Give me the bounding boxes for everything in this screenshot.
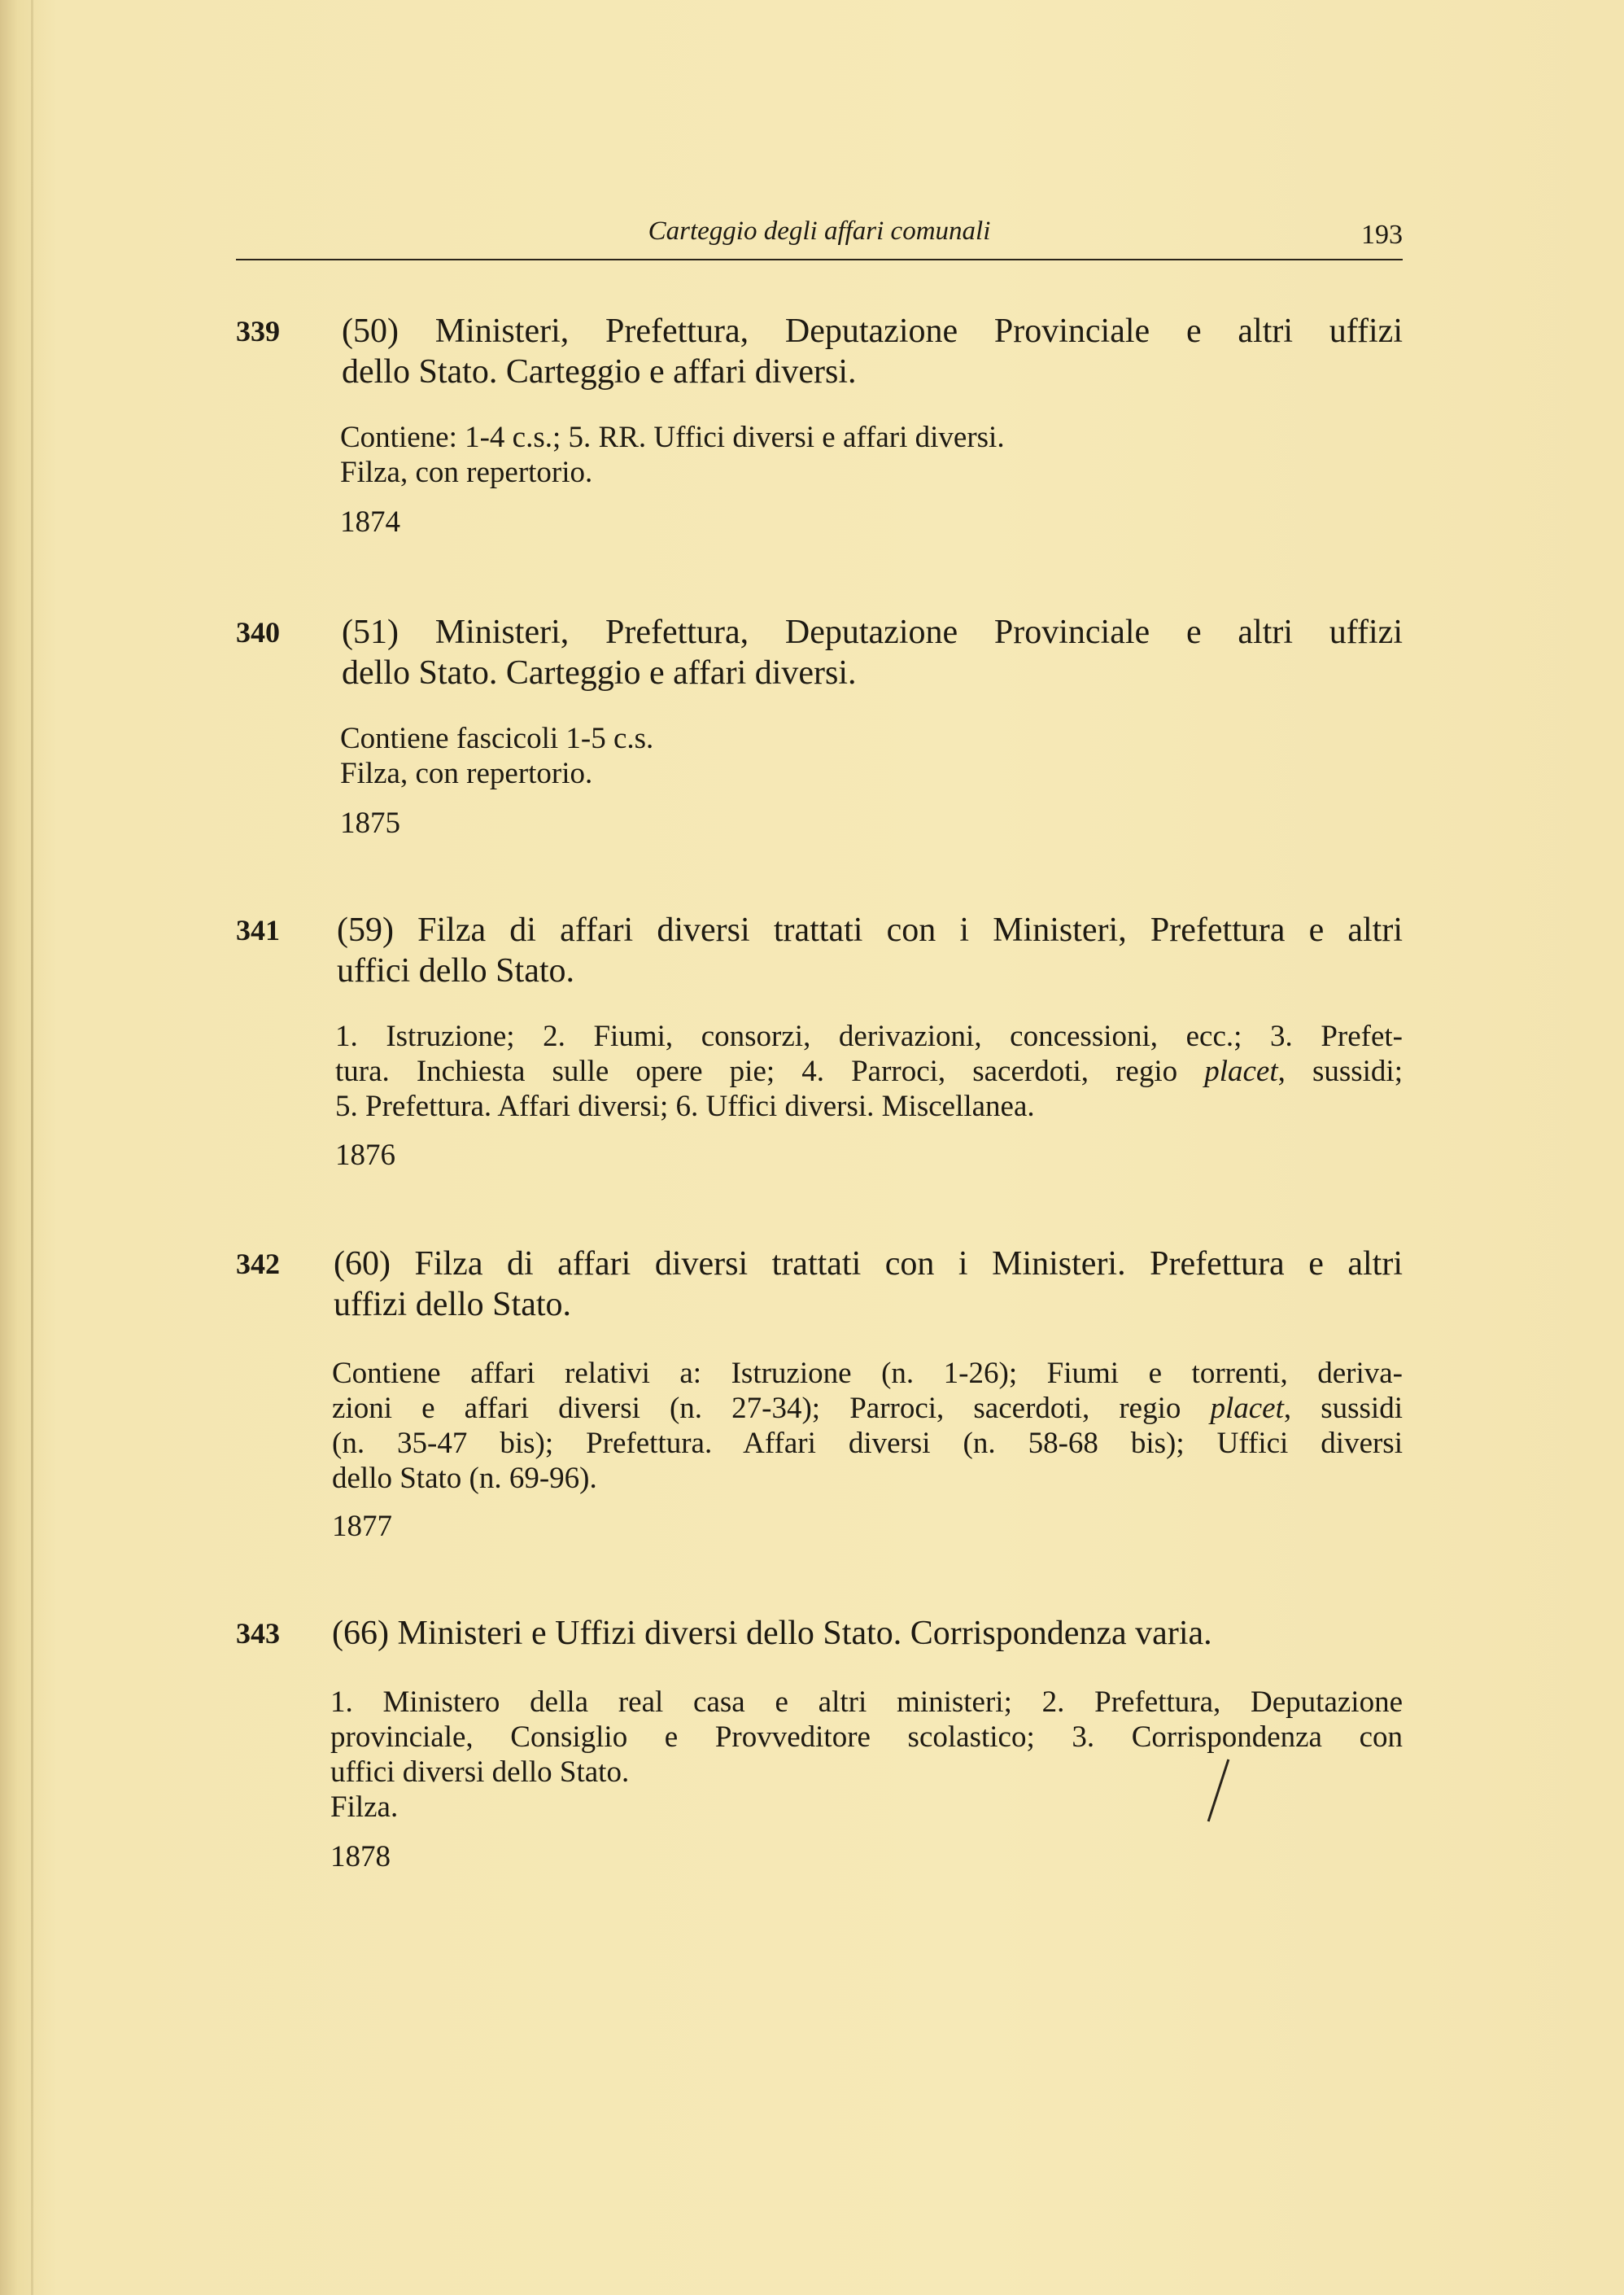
entry-title	[334, 1244, 1403, 1325]
page-number: 193	[1361, 220, 1403, 250]
entry-description	[340, 721, 1403, 791]
entry-title	[337, 910, 1403, 991]
entry-number: 343	[236, 1617, 280, 1650]
entry-number: 340	[236, 616, 280, 649]
entry-description-line: 5. Prefettura. Affari diversi; 6. Uffici diversi. Miscellanea.	[335, 1090, 1035, 1123]
entry-description-line: uffici diversi dello Stato.	[330, 1755, 630, 1789]
entry-description-line: provinciale, Consiglio e Provveditore scolastico; 3. Corrispondenza con	[330, 1720, 1403, 1754]
entry-number: 341	[236, 914, 280, 946]
entry-description-line: tura. Inchiesta sulle opere pie; 4. Parroci, sacerdoti, regio placet, sussidi;	[335, 1055, 1403, 1088]
entry-year: 1875	[340, 807, 400, 840]
entry-title-line: dello Stato. Carteggio e affari diversi.	[342, 353, 857, 391]
entry-description-line: Contiene: 1-4 c.s.; 5. RR. Uffici diversi e affari diversi.	[340, 421, 1005, 454]
entry-description-line: zioni e affari diversi (n. 27-34); Parroci, sacerdoti, regio placet, sussidi	[332, 1392, 1403, 1425]
entry-description-line: Contiene fascicoli 1-5 c.s.	[340, 722, 654, 755]
entry-title-line: (59) Filza di affari diversi trattati con i Ministeri, Prefettura e altri	[337, 911, 1403, 949]
entry-description-line: Filza, con repertorio.	[340, 456, 593, 489]
entry-year: 1878	[330, 1840, 391, 1873]
entry-title-line: uffizi dello Stato.	[334, 1286, 572, 1323]
entry-year: 1876	[335, 1139, 395, 1172]
entry-description-line: Contiene affari relativi a: Istruzione (n. 1-26); Fiumi e torrenti, deriva-	[332, 1357, 1403, 1390]
header-title: Carteggio degli affari comunali	[648, 216, 991, 246]
entry-year: 1874	[340, 505, 400, 539]
entry-title-line: uffici dello Stato.	[337, 952, 575, 990]
entry-title	[332, 1613, 1403, 1654]
entry-year: 1877	[332, 1510, 392, 1543]
entry-description-line: 1. Ministero della real casa e altri ministeri; 2. Prefettura, Deputazione	[330, 1685, 1403, 1719]
entry-title-line: dello Stato. Carteggio e affari diversi.	[342, 654, 857, 692]
entry-description	[332, 1356, 1403, 1496]
entry-number: 339	[236, 315, 280, 348]
entry-description-line: 1. Istruzione; 2. Fiumi, consorzi, derivazioni, concessioni, ecc.; 3. Prefet-	[335, 1020, 1403, 1053]
running-header	[236, 210, 1403, 260]
entry-title	[342, 612, 1403, 693]
entry-description-line: Filza, con repertorio.	[340, 757, 593, 790]
entry-title-line: (60) Filza di affari diversi trattati con i Ministeri. Prefettura e altri	[334, 1245, 1403, 1283]
entry-description	[330, 1685, 1403, 1825]
entry-title	[342, 311, 1403, 392]
entry-description	[335, 1019, 1403, 1124]
entry-description-line: Filza.	[330, 1790, 399, 1824]
entry-title-line: (50) Ministeri, Prefettura, Deputazione Provinciale e altri uffizi	[342, 313, 1403, 350]
entry-title-line: (66) Ministeri e Uffizi diversi dello Stato. Corrispondenza varia.	[332, 1615, 1212, 1652]
entry-title-line: (51) Ministeri, Prefettura, Deputazione Provinciale e altri uffizi	[342, 614, 1403, 651]
entry-description-line: (n. 35-47 bis); Prefettura. Affari diversi (n. 58-68 bis); Uffici diversi	[332, 1427, 1403, 1460]
binding-gutter	[31, 0, 33, 2295]
entry-number: 342	[236, 1248, 280, 1280]
entry-description	[340, 420, 1403, 490]
entry-description-line: dello Stato (n. 69-96).	[332, 1462, 597, 1495]
